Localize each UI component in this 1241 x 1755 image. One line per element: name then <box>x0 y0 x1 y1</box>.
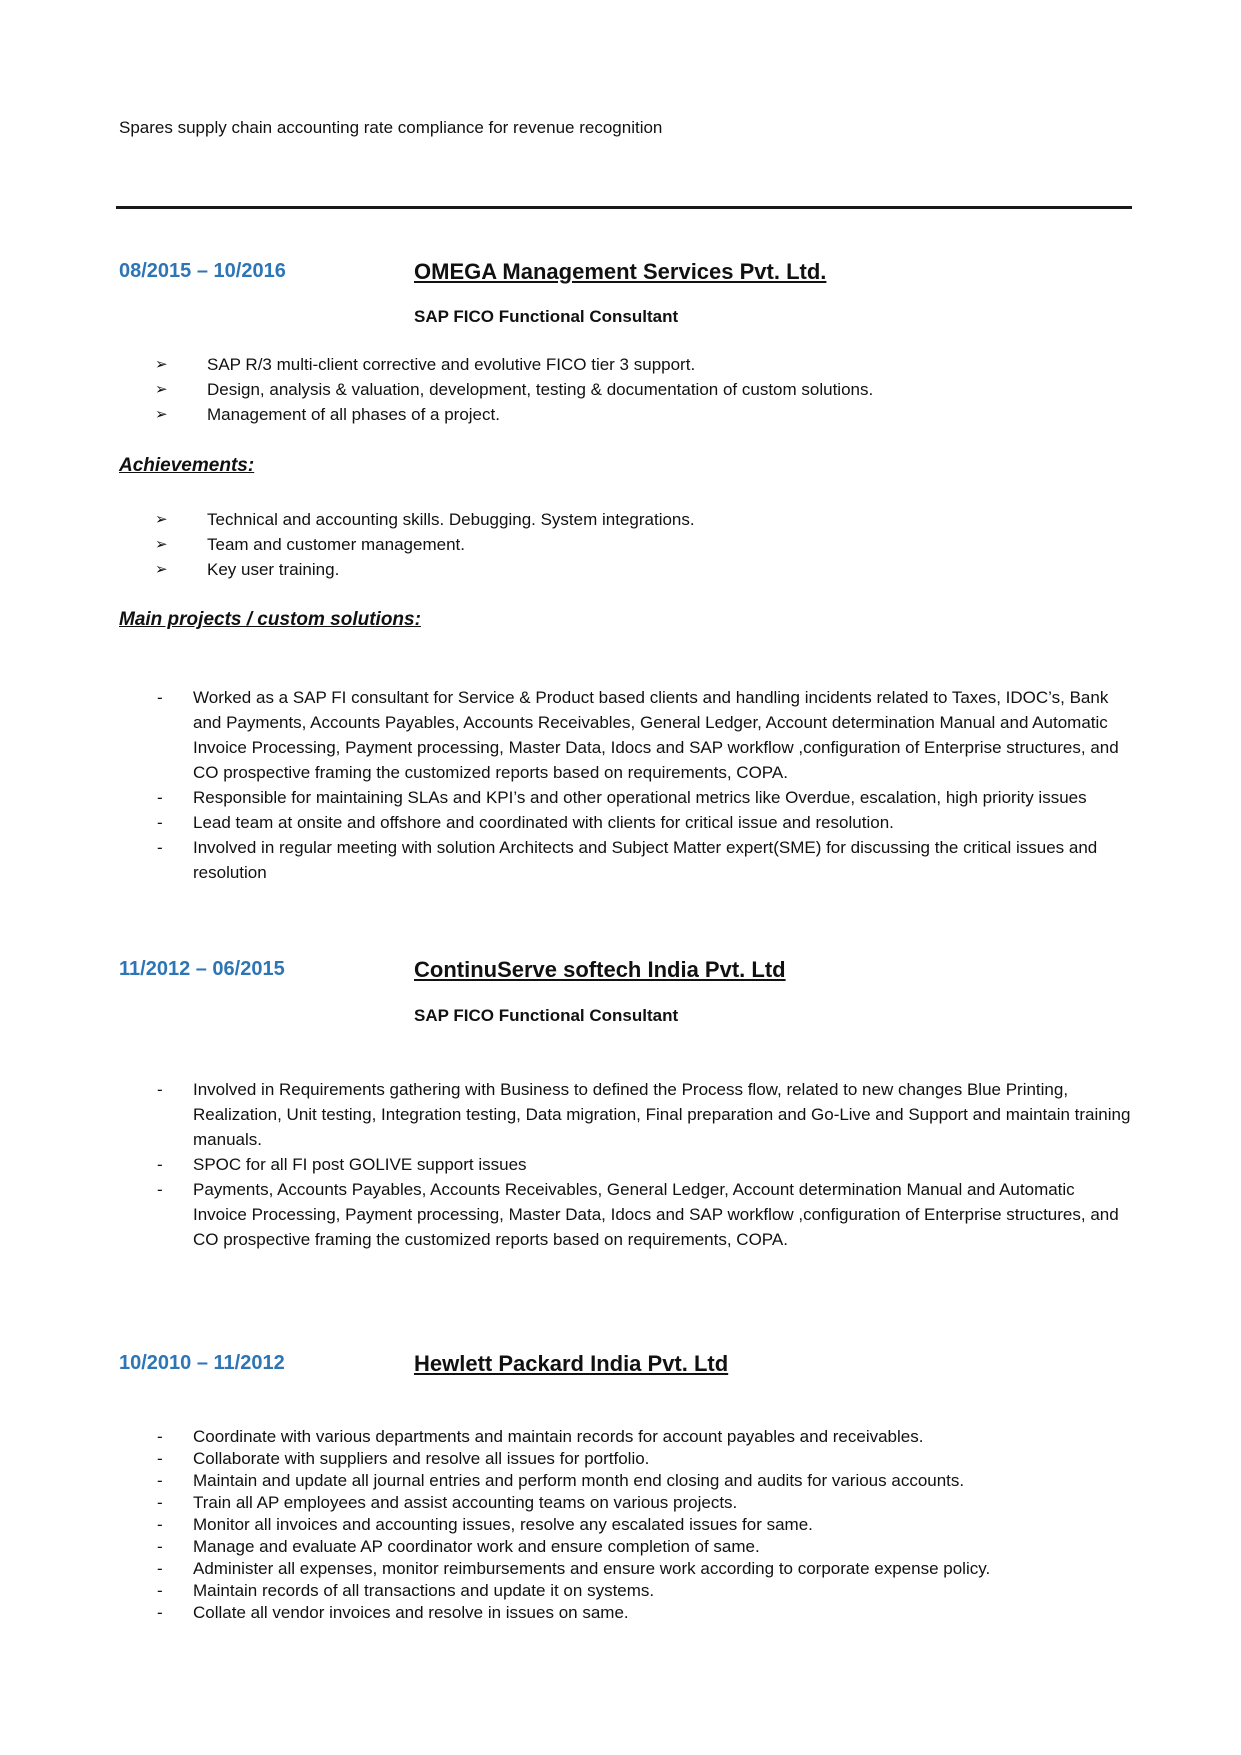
arrow-bullet-icon: ➢ <box>155 536 168 553</box>
list-item: - SPOC for all FI post GOLIVE support issues <box>157 1155 527 1174</box>
list-item: ➢ Team and customer management. <box>207 532 695 557</box>
section-divider <box>116 206 1132 209</box>
job-1-achievements <box>155 507 695 582</box>
arrow-bullet-icon: ➢ <box>155 561 168 578</box>
list-item: ➢ Technical and accounting skills. Debugging. System integrations. <box>207 507 695 532</box>
job-2-dates: 11/2012 – 06/2015 <box>119 958 285 980</box>
list-item: - Responsible for maintaining SLAs and KPI’s and other operational metrics like Overdue, escalation, high priority issues <box>157 788 1087 807</box>
intro-text: Spares supply chain accounting rate compliance for revenue recognition <box>119 118 663 137</box>
list-item: ➢ Design, analysis & valuation, development, testing & documentation of custom solutions. <box>207 377 873 402</box>
job-2-role: SAP FICO Functional Consultant <box>414 1006 679 1025</box>
job-1-dates: 08/2015 – 10/2016 <box>119 260 286 282</box>
job-1-company: OMEGA Management Services Pvt. Ltd. <box>414 259 827 284</box>
job-1-projects <box>157 685 1133 885</box>
arrow-bullet-icon: ➢ <box>155 356 168 373</box>
job-3-dates: 10/2010 – 11/2012 <box>119 1352 285 1374</box>
list-item: - Maintain and update all journal entries and perform month end closing and audits for various accounts. <box>157 1471 965 1490</box>
job-3-company: Hewlett Packard India Pvt. Ltd <box>414 1351 729 1376</box>
list-item: - Lead team at onsite and offshore and coordinated with clients for critical issue and resolution. <box>157 813 894 832</box>
list-item: ➢ Key user training. <box>207 557 695 582</box>
job-3-items <box>157 1426 1133 1624</box>
list-item: - Worked as a SAP FI consultant for Service & Product based clients and handling incidents related to Taxes, IDOC’s, Bank and Payments, Accounts Payables, Accounts Receivables, General Ledger, Account determination Manual and Automatic Invoice Processing, Payment processing, Master Data, Idocs and SAP workflow ,configuration of Enterprise structures, and CO prospective framing the customized reports based on requirements, COPA. <box>157 688 1119 782</box>
achievements-heading: Achievements: <box>119 455 255 476</box>
list-item: - Manage and evaluate AP coordinator work and ensure completion of same. <box>157 1537 760 1556</box>
arrow-bullet-icon: ➢ <box>155 406 168 423</box>
list-item: - Collate all vendor invoices and resolve in issues on same. <box>157 1603 629 1622</box>
job-1-role: SAP FICO Functional Consultant <box>414 307 679 326</box>
list-item: - Involved in Requirements gathering with Business to defined the Process flow, related to new changes Blue Printing, Realization, Unit testing, Integration testing, Data migration, Final preparation and Go-Live and Support and maintain training manuals. <box>157 1080 1131 1149</box>
list-item: - Maintain records of all transactions and update it on systems. <box>157 1581 655 1600</box>
arrow-bullet-icon: ➢ <box>155 511 168 528</box>
list-item: - Coordinate with various departments and maintain records for account payables and receivables. <box>157 1427 924 1446</box>
list-item: - Involved in regular meeting with solution Architects and Subject Matter expert(SME) for discussing the critical issues and resolution <box>157 838 1098 882</box>
list-item: - Monitor all invoices and accounting issues, resolve any escalated issues for same. <box>157 1515 813 1534</box>
list-item: - Administer all expenses, monitor reimbursements and ensure work according to corporate expense policy. <box>157 1559 991 1578</box>
list-item: - Payments, Accounts Payables, Accounts Receivables, General Ledger, Account determination Manual and Automatic Invoice Processing, Payment processing, Master Data, Idocs and SAP workflow ,configuration of Enterprise structures, and CO prospective framing the customized reports based on requirements, COPA. <box>157 1180 1119 1249</box>
job-1-responsibilities <box>155 352 874 427</box>
list-item: ➢ Management of all phases of a project. <box>207 402 873 427</box>
job-2-items <box>157 1077 1133 1252</box>
list-item: - Train all AP employees and assist accounting teams on various projects. <box>157 1493 738 1512</box>
arrow-bullet-icon: ➢ <box>155 381 168 398</box>
list-item: ➢ SAP R/3 multi-client corrective and evolutive FICO tier 3 support. <box>207 352 873 377</box>
projects-heading: Main projects / custom solutions: <box>119 609 421 630</box>
list-item: - Collaborate with suppliers and resolve all issues for portfolio. <box>157 1449 650 1468</box>
job-2-company: ContinuServe softech India Pvt. Ltd <box>414 957 786 982</box>
